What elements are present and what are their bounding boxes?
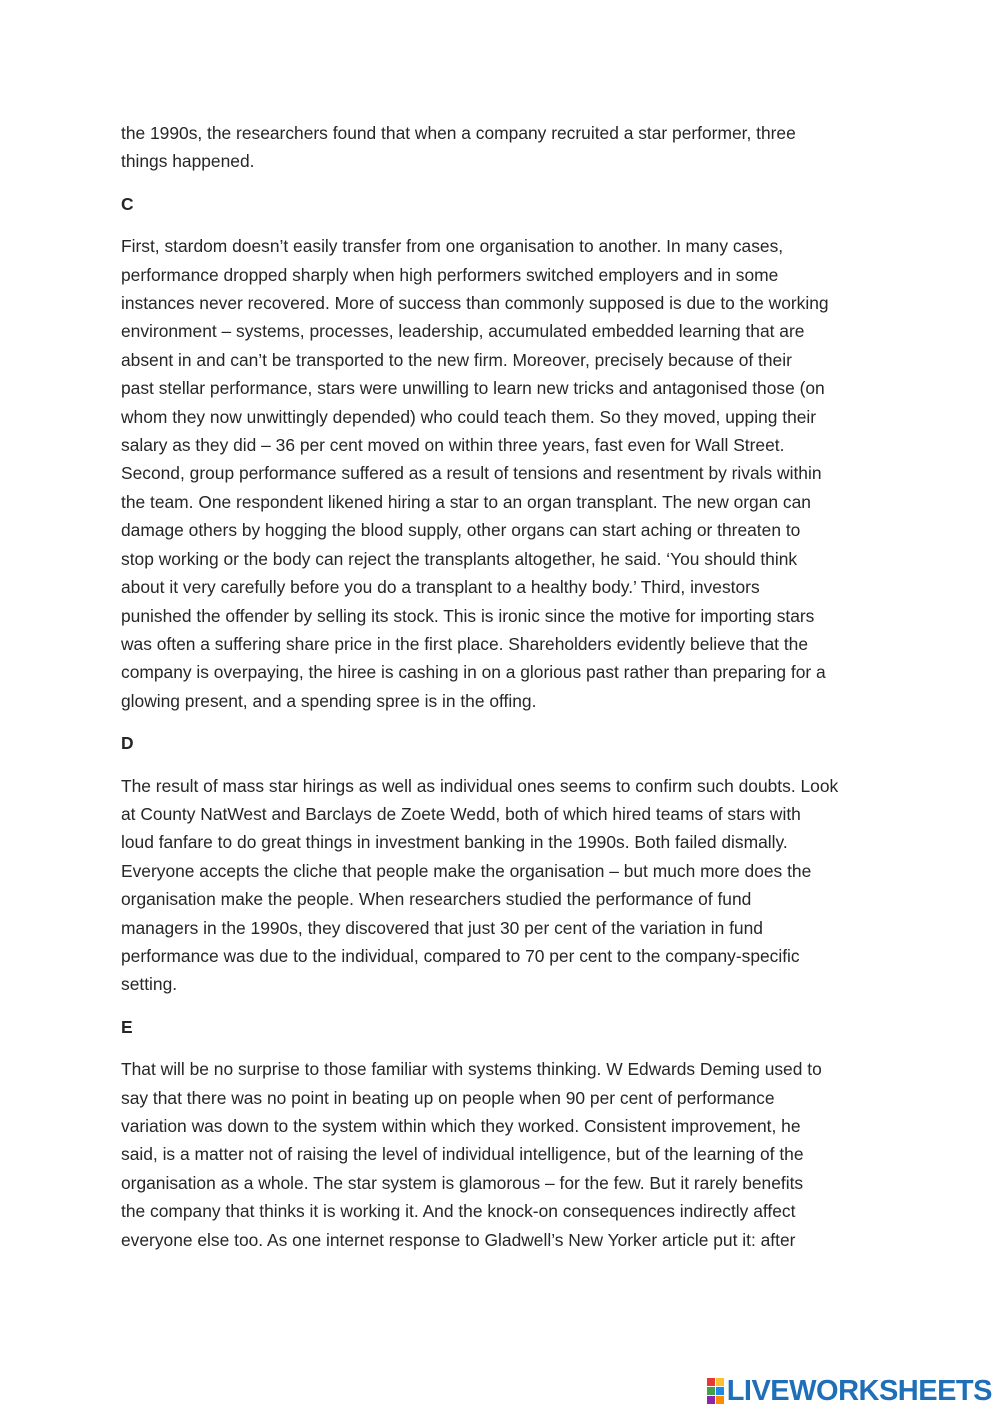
text-line: loud fanfare to do great things in investment banking in the 1990s. Both failed dismally. [121,832,788,853]
text-line: The result of mass star hirings as well as individual ones seems to confirm such doubts. Look [121,775,839,796]
text-line: about it very carefully before you do a transplant to a healthy body.’ Third, investors [121,577,760,598]
text-line: damage others by hogging the blood supply, other organs can start aching or threaten to [121,520,801,541]
text-line: absent in and can’t be transported to the new firm. Moreover, precisely because of their [121,349,792,370]
text-line: variation was down to the system within which they worked. Consistent improvement, he [121,1116,801,1136]
section-paragraph-c [121,232,881,715]
logo-square [716,1387,724,1395]
logo-square [716,1396,724,1404]
text-line: say that there was no point in beating up on people when 90 per cent of performance [121,1087,775,1108]
text-line: managers in the 1990s, they discovered that just 30 per cent of the variation in fund [121,917,763,938]
text-line: the team. One respondent likened hiring a star to an organ transplant. The new organ can [121,491,811,512]
text-line: the 1990s, the researchers found that when a company recruited a star performer, three [121,123,796,143]
text-line: environment – systems, processes, leadership, accumulated embedded learning that are [121,321,805,342]
intro-paragraph [121,119,881,176]
section-heading-e: E [121,1016,133,1037]
reading-passage [121,119,881,1268]
text-line: company is overpaying, the hiree is cashing in on a glorious past rather than preparing for a [121,662,826,683]
section-paragraph-d [121,772,881,999]
text-line: things happened. [121,151,255,172]
text-line: everyone else too. As one internet response to Gladwell’s New Yorker article put it: after [121,1229,796,1250]
text-line: said, is a matter not of raising the level of individual intelligence, but of the learning of the [121,1144,804,1165]
text-line: performance dropped sharply when high performers switched employers and in some [121,264,779,285]
logo-square [707,1396,715,1404]
text-line: First, stardom doesn’t easily transfer from one organisation to another. In many cases, [121,236,784,257]
text-line: setting. [121,974,178,995]
text-line: stop working or the body can reject the transplants altogether, he said. ‘You should think [121,548,798,569]
text-line: whom they now unwittingly depended) who could teach them. So they moved, upping their [121,406,817,427]
text-line: organisation make the people. When researchers studied the performance of fund [121,889,752,910]
text-line: past stellar performance, stars were unwilling to learn new tricks and antagonised those (on [121,378,825,399]
text-line: salary as they did – 36 per cent moved on within three years, fast even for Wall Street. [121,435,785,456]
section-heading-c: C [121,193,134,214]
text-line: glowing present, and a spending spree is in the offing. [121,690,537,711]
text-line: punished the offender by selling its stock. This is ironic since the motive for importing stars [121,605,815,626]
text-line: instances never recovered. More of success than commonly supposed is due to the working [121,293,829,314]
liveworksheets-logo-icon [707,1378,724,1404]
text-line: Everyone accepts the cliche that people make the organisation – but much more does the [121,860,812,881]
text-line: was often a suffering share price in the first place. Shareholders evidently believe that the [121,633,809,654]
text-line: at County NatWest and Barclays de Zoete Wedd, both of which hired teams of stars with [121,803,801,824]
text-line: the company that thinks it is working it. And the knock-on consequences indirectly affect [121,1201,796,1222]
liveworksheets-watermark [707,1375,992,1407]
section-heading-d: D [121,733,134,754]
liveworksheets-logo-text: LIVEWORKSHEETS [726,1374,992,1407]
text-line: Second, group performance suffered as a result of tensions and resentment by rivals within [121,463,822,484]
logo-square [716,1378,724,1386]
text-line: organisation as a whole. The star system is glamorous – for the few. But it rarely benefits [121,1172,804,1193]
text-line: performance was due to the individual, compared to 70 per cent to the company-specific [121,945,800,966]
logo-square [707,1387,715,1395]
section-paragraph-e [121,1055,881,1254]
text-line: That will be no surprise to those familiar with systems thinking. W Edwards Deming used to [121,1059,822,1080]
logo-square [707,1378,715,1386]
